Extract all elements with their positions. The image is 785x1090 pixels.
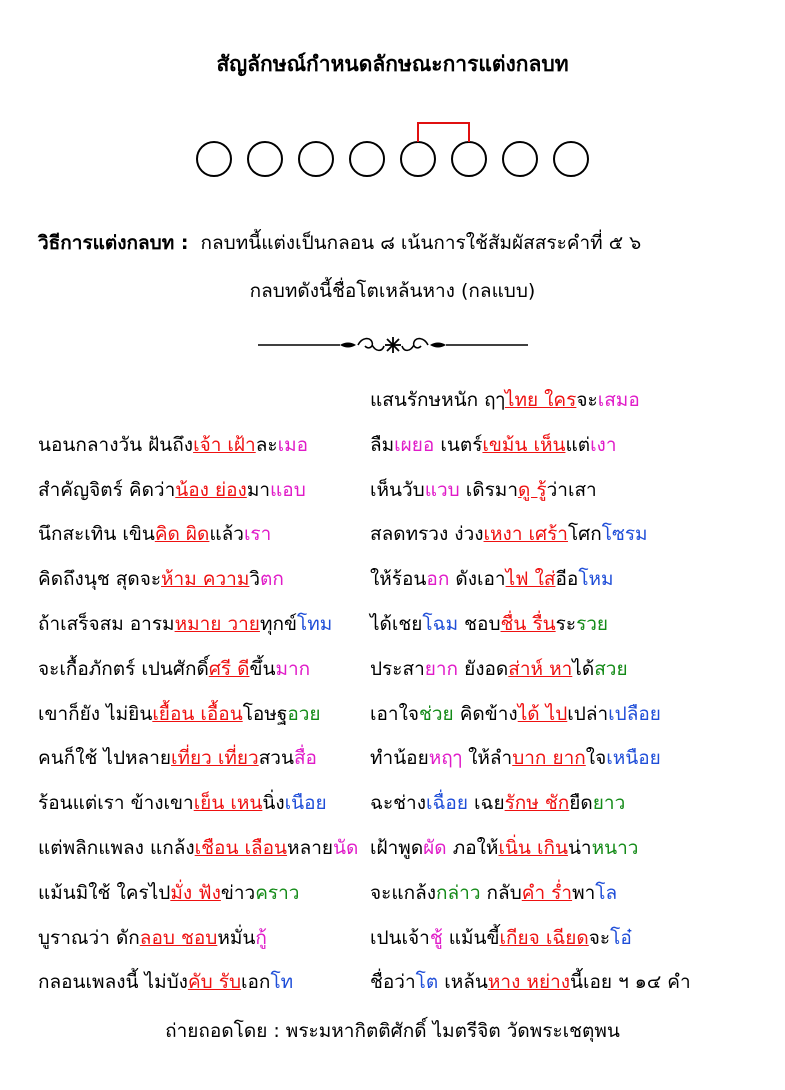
verse-segment: เนตร์ bbox=[434, 433, 483, 456]
verse-segment: โท bbox=[270, 971, 294, 994]
verse-segment: วิ bbox=[249, 568, 261, 591]
verse-segment: แวบ bbox=[424, 478, 460, 501]
verse-segment: สลดทรวง ง่วง bbox=[370, 523, 484, 546]
verse-segment: เผยอ bbox=[394, 433, 435, 456]
verse-segment: นอนกลางวัน ฝันถึง bbox=[38, 433, 194, 456]
verse-segment: มา bbox=[246, 478, 271, 501]
poem-row bbox=[0, 743, 785, 777]
poem-row bbox=[0, 564, 785, 598]
syllable-circle bbox=[299, 142, 333, 176]
verse-segment: จะ bbox=[588, 926, 611, 949]
method-label: วิธีการแต่งกลบท : bbox=[38, 232, 189, 254]
verse-segment: เหล้น bbox=[438, 971, 488, 994]
verse-segment: เยื้อน เอื้อน bbox=[152, 702, 243, 725]
verse-segment: เจ้า เฝ้า bbox=[193, 433, 256, 456]
poem-right-verse bbox=[370, 878, 617, 908]
poem-right-verse bbox=[370, 788, 625, 818]
verse-segment: เดิรมา bbox=[459, 478, 519, 501]
poem-right-verse bbox=[370, 475, 597, 505]
verse-segment: ฉะช่าง bbox=[370, 792, 426, 815]
verse-segment: ชื่อว่า bbox=[370, 971, 416, 994]
poem-left-verse bbox=[38, 564, 284, 594]
verse-segment: อวย bbox=[287, 702, 321, 725]
verse-segment: หฤๅ bbox=[428, 747, 463, 770]
verse-segment: มาก bbox=[275, 657, 311, 680]
poem-row bbox=[0, 699, 785, 733]
poem-left-verse bbox=[38, 430, 308, 460]
verse-segment: กลับ bbox=[480, 881, 522, 904]
poem-left-verse bbox=[38, 788, 327, 818]
poem-left-verse bbox=[38, 967, 293, 997]
poem-left-verse bbox=[38, 743, 317, 773]
poem-left-verse bbox=[38, 833, 358, 863]
poem-left-verse bbox=[38, 654, 310, 684]
poem-left-verse bbox=[38, 609, 332, 639]
verse-segment: เที่ยว เที่ยว bbox=[171, 747, 259, 770]
method-line bbox=[38, 228, 758, 258]
poem-row bbox=[0, 967, 785, 1001]
rhyme-pattern-diagram bbox=[0, 118, 785, 183]
poem-row bbox=[0, 519, 785, 553]
poem-right-verse bbox=[370, 967, 691, 997]
syllable-circle bbox=[503, 142, 537, 176]
verse-segment: คิดถึงนุช สุดจะ bbox=[38, 568, 162, 591]
verse-segment: เนือย bbox=[284, 792, 327, 815]
verse-segment: ยังอด bbox=[458, 657, 509, 680]
verse-segment: บูราณว่า ดัก bbox=[38, 926, 140, 949]
verse-segment: ว่าเสา bbox=[546, 478, 597, 501]
syllable-circle bbox=[452, 142, 486, 176]
verse-segment: เมอ bbox=[277, 433, 309, 456]
verse-segment: ยาก bbox=[424, 657, 459, 680]
poem-row bbox=[0, 878, 785, 912]
verse-segment: โหม bbox=[578, 568, 614, 591]
verse-segment: เชือน เลือน bbox=[194, 837, 288, 859]
syllable-circle bbox=[248, 142, 282, 176]
verse-segment: ผัด bbox=[423, 837, 447, 859]
poem-right-verse bbox=[370, 609, 608, 639]
verse-segment: เปลือย bbox=[608, 702, 661, 725]
poem-right-verse bbox=[370, 430, 617, 460]
verse-segment: ตก bbox=[260, 568, 284, 591]
verse-segment: โอ๋ bbox=[610, 926, 632, 949]
verse-segment: สำคัญจิตร์ คิดว่า bbox=[38, 478, 176, 501]
method-subline: กลบทดังนี้ชื่อโตเหล้นหาง (กลแบบ) bbox=[249, 280, 536, 302]
verse-segment: โต bbox=[415, 971, 439, 994]
poem-right-verse bbox=[370, 654, 628, 684]
verse-segment: ได้ ไป bbox=[517, 702, 568, 725]
verse-segment: ทำน้อย bbox=[370, 747, 429, 770]
verse-segment: หนาว bbox=[591, 837, 639, 859]
verse-segment: เขม้น เห็น bbox=[482, 433, 566, 456]
verse-segment: เฝ้าพูด bbox=[370, 837, 424, 859]
verse-segment: ได้เชย bbox=[370, 613, 423, 635]
poem-right-verse bbox=[370, 699, 661, 729]
verse-segment: เกียจ เฉียด bbox=[499, 926, 589, 949]
poem-right-verse bbox=[370, 833, 638, 863]
poem-left-verse bbox=[38, 519, 271, 549]
verse-segment: สวย bbox=[594, 657, 628, 680]
verse-segment: นึกสะเทิน เขิน bbox=[38, 523, 155, 546]
verse-segment: เห็นวับ bbox=[370, 478, 425, 501]
poem-row bbox=[0, 609, 785, 643]
verse-segment: เฉื่อย bbox=[426, 792, 468, 815]
method-text: กลบทนี้แต่งเป็นกลอน ๘ เน้นการใช้สัมผัสสระคำที่ ๕ ๖ bbox=[200, 232, 642, 254]
verse-segment: จะ bbox=[576, 389, 598, 411]
verse-segment: ส่าห์ หา bbox=[508, 657, 573, 680]
verse-segment: นิ่ง bbox=[262, 792, 285, 815]
verse-segment: โทม bbox=[296, 613, 333, 635]
verse-segment: เปล่า bbox=[567, 702, 609, 725]
verse-segment: แอบ bbox=[270, 478, 306, 501]
poem-row bbox=[0, 923, 785, 957]
verse-segment: ชื่น รื่น bbox=[500, 613, 556, 635]
verse-segment: แล้ว bbox=[209, 523, 244, 546]
poem-row bbox=[0, 430, 785, 464]
poem-row bbox=[0, 475, 785, 509]
poem-right-verse bbox=[370, 385, 640, 415]
verse-segment: ยาว bbox=[592, 792, 626, 815]
verse-segment: โศก bbox=[567, 523, 602, 546]
poem-left-verse bbox=[38, 475, 306, 505]
verse-segment: คับ รับ bbox=[187, 971, 242, 994]
verse-segment: คนก็ใช้ ไปหลาย bbox=[38, 747, 171, 770]
verse-segment: แสนรักษหนัก ฤๅ bbox=[370, 389, 505, 411]
verse-segment: ระ bbox=[555, 613, 577, 635]
poem-left-verse bbox=[38, 699, 321, 729]
verse-segment: เอาใจ bbox=[370, 702, 419, 725]
verse-segment: ไทย ใคร bbox=[504, 389, 577, 411]
poem-right-verse bbox=[370, 743, 661, 773]
verse-segment: รักษ ชัก bbox=[504, 792, 570, 815]
verse-segment: ให้ลำ bbox=[462, 747, 513, 770]
verse-segment: หาง หย่าง bbox=[487, 971, 571, 994]
verse-segment: แม้นขี้ bbox=[442, 926, 500, 949]
verse-segment: กล่าว bbox=[436, 881, 481, 904]
verse-segment: เขาก็ยัง ไม่ยิน bbox=[38, 702, 153, 725]
verse-segment: ชู้ bbox=[429, 926, 443, 949]
verse-segment: ประสา bbox=[370, 657, 425, 680]
verse-segment: จะเกื้อภักตร์ เปนศักดิ์ bbox=[38, 657, 209, 680]
verse-segment: พา bbox=[572, 881, 596, 904]
verse-segment: รวย bbox=[576, 613, 609, 635]
verse-segment: ลอบ ชอบ bbox=[139, 926, 218, 949]
verse-segment: เหนือย bbox=[606, 747, 661, 770]
verse-segment: เนิ่น เกิน bbox=[498, 837, 568, 859]
verse-segment: เอก bbox=[241, 971, 271, 994]
rhyme-bracket bbox=[418, 123, 469, 142]
verse-segment: ให้ร้อน bbox=[370, 568, 427, 591]
verse-segment: แต่ bbox=[565, 433, 591, 456]
syllable-circle bbox=[554, 142, 588, 176]
verse-segment: ทุกข์ bbox=[259, 613, 297, 635]
verse-segment: กู้ bbox=[255, 926, 267, 949]
verse-segment: ละ bbox=[255, 433, 278, 456]
verse-segment: ได้ bbox=[572, 657, 595, 680]
poem-row bbox=[0, 654, 785, 688]
verse-segment: บาก ยาก bbox=[512, 747, 586, 770]
verse-segment: นี้เอย ฯ ๑๔ คำ bbox=[570, 971, 691, 994]
syllable-circle bbox=[350, 142, 384, 176]
verse-segment: ไฟ ใส่ bbox=[505, 568, 556, 591]
verse-segment: โอษฐ bbox=[242, 702, 288, 725]
verse-segment: แม้นมิใช้ ใครไป bbox=[38, 881, 171, 904]
syllable-circle bbox=[197, 142, 231, 176]
verse-segment: เฉย bbox=[467, 792, 505, 815]
verse-segment: นัด bbox=[333, 837, 359, 859]
verse-segment: โฉม bbox=[422, 613, 459, 635]
verse-segment: โล bbox=[595, 881, 618, 904]
verse-segment: หลาย bbox=[287, 837, 334, 859]
verse-segment: เย็น เหน bbox=[193, 792, 263, 815]
verse-segment: เหงา เศร้า bbox=[483, 523, 568, 546]
verse-segment: ห้าม ความ bbox=[161, 568, 250, 591]
verse-segment: เงา bbox=[590, 433, 617, 456]
verse-segment: น้อง ย่อง bbox=[175, 478, 247, 501]
verse-segment: โซรม bbox=[601, 523, 648, 546]
verse-segment: ช่วย bbox=[418, 702, 454, 725]
verse-segment: ขึ้น bbox=[249, 657, 276, 680]
verse-segment: ภอให้ bbox=[446, 837, 499, 859]
verse-segment: ดังเอา bbox=[449, 568, 506, 591]
verse-segment: หมาย วาย bbox=[174, 613, 260, 635]
poem-right-verse bbox=[370, 519, 648, 549]
verse-segment: คิด ผิด bbox=[154, 523, 210, 546]
poem-left-verse bbox=[38, 878, 299, 908]
verse-segment: คราว bbox=[255, 881, 300, 904]
verse-segment: เสมอ bbox=[597, 389, 640, 411]
verse-segment: จะแกล้ง bbox=[370, 881, 437, 904]
page-title: สัญลักษณ์กำหนดลักษณะการแต่งกลบท bbox=[216, 52, 569, 76]
verse-segment: เรา bbox=[243, 523, 272, 546]
verse-segment: แต่พลิกแพลง แกล้ง bbox=[38, 837, 195, 859]
footer-credit: ถ่ายถอดโดย : พระมหากิตติศักดิ์ ไมตรีจิต วัดพระเชตุพน bbox=[165, 1020, 620, 1042]
verse-segment: น่า bbox=[567, 837, 592, 859]
verse-segment: เปนเจ้า bbox=[370, 926, 430, 949]
syllable-circle bbox=[401, 142, 435, 176]
verse-segment: อีอ bbox=[555, 568, 579, 591]
poem-right-verse bbox=[370, 923, 632, 953]
ornament-divider-icon bbox=[258, 330, 528, 360]
verse-segment: ศรี ดี bbox=[208, 657, 250, 680]
verse-segment: ใจ bbox=[585, 747, 607, 770]
poem-row bbox=[0, 833, 785, 867]
poem-left-verse bbox=[38, 923, 267, 953]
verse-segment: ถ้าเสร็จสม อารม bbox=[38, 613, 175, 635]
verse-segment: คำ ร่ำ bbox=[521, 881, 573, 904]
verse-segment: กลอนเพลงนี้ ไม่บัง bbox=[38, 971, 188, 994]
verse-segment: ลืม bbox=[370, 433, 395, 456]
verse-segment: คิดข้าง bbox=[453, 702, 518, 725]
verse-segment: ข่าว bbox=[220, 881, 256, 904]
verse-segment: หมั่น bbox=[217, 926, 256, 949]
poem-row bbox=[0, 788, 785, 822]
verse-segment: ยืด bbox=[569, 792, 593, 815]
poem-row bbox=[0, 385, 785, 419]
verse-segment: ดู รู้ bbox=[518, 478, 547, 501]
verse-segment: อก bbox=[426, 568, 450, 591]
verse-segment: ร้อนแต่เรา ข้างเขา bbox=[38, 792, 194, 815]
verse-segment: ชอบ bbox=[458, 613, 501, 635]
verse-segment: สวน bbox=[258, 747, 294, 770]
verse-segment: สื่อ bbox=[293, 747, 317, 770]
poem-right-verse bbox=[370, 564, 614, 594]
verse-segment: มั่ง ฟัง bbox=[170, 881, 221, 904]
